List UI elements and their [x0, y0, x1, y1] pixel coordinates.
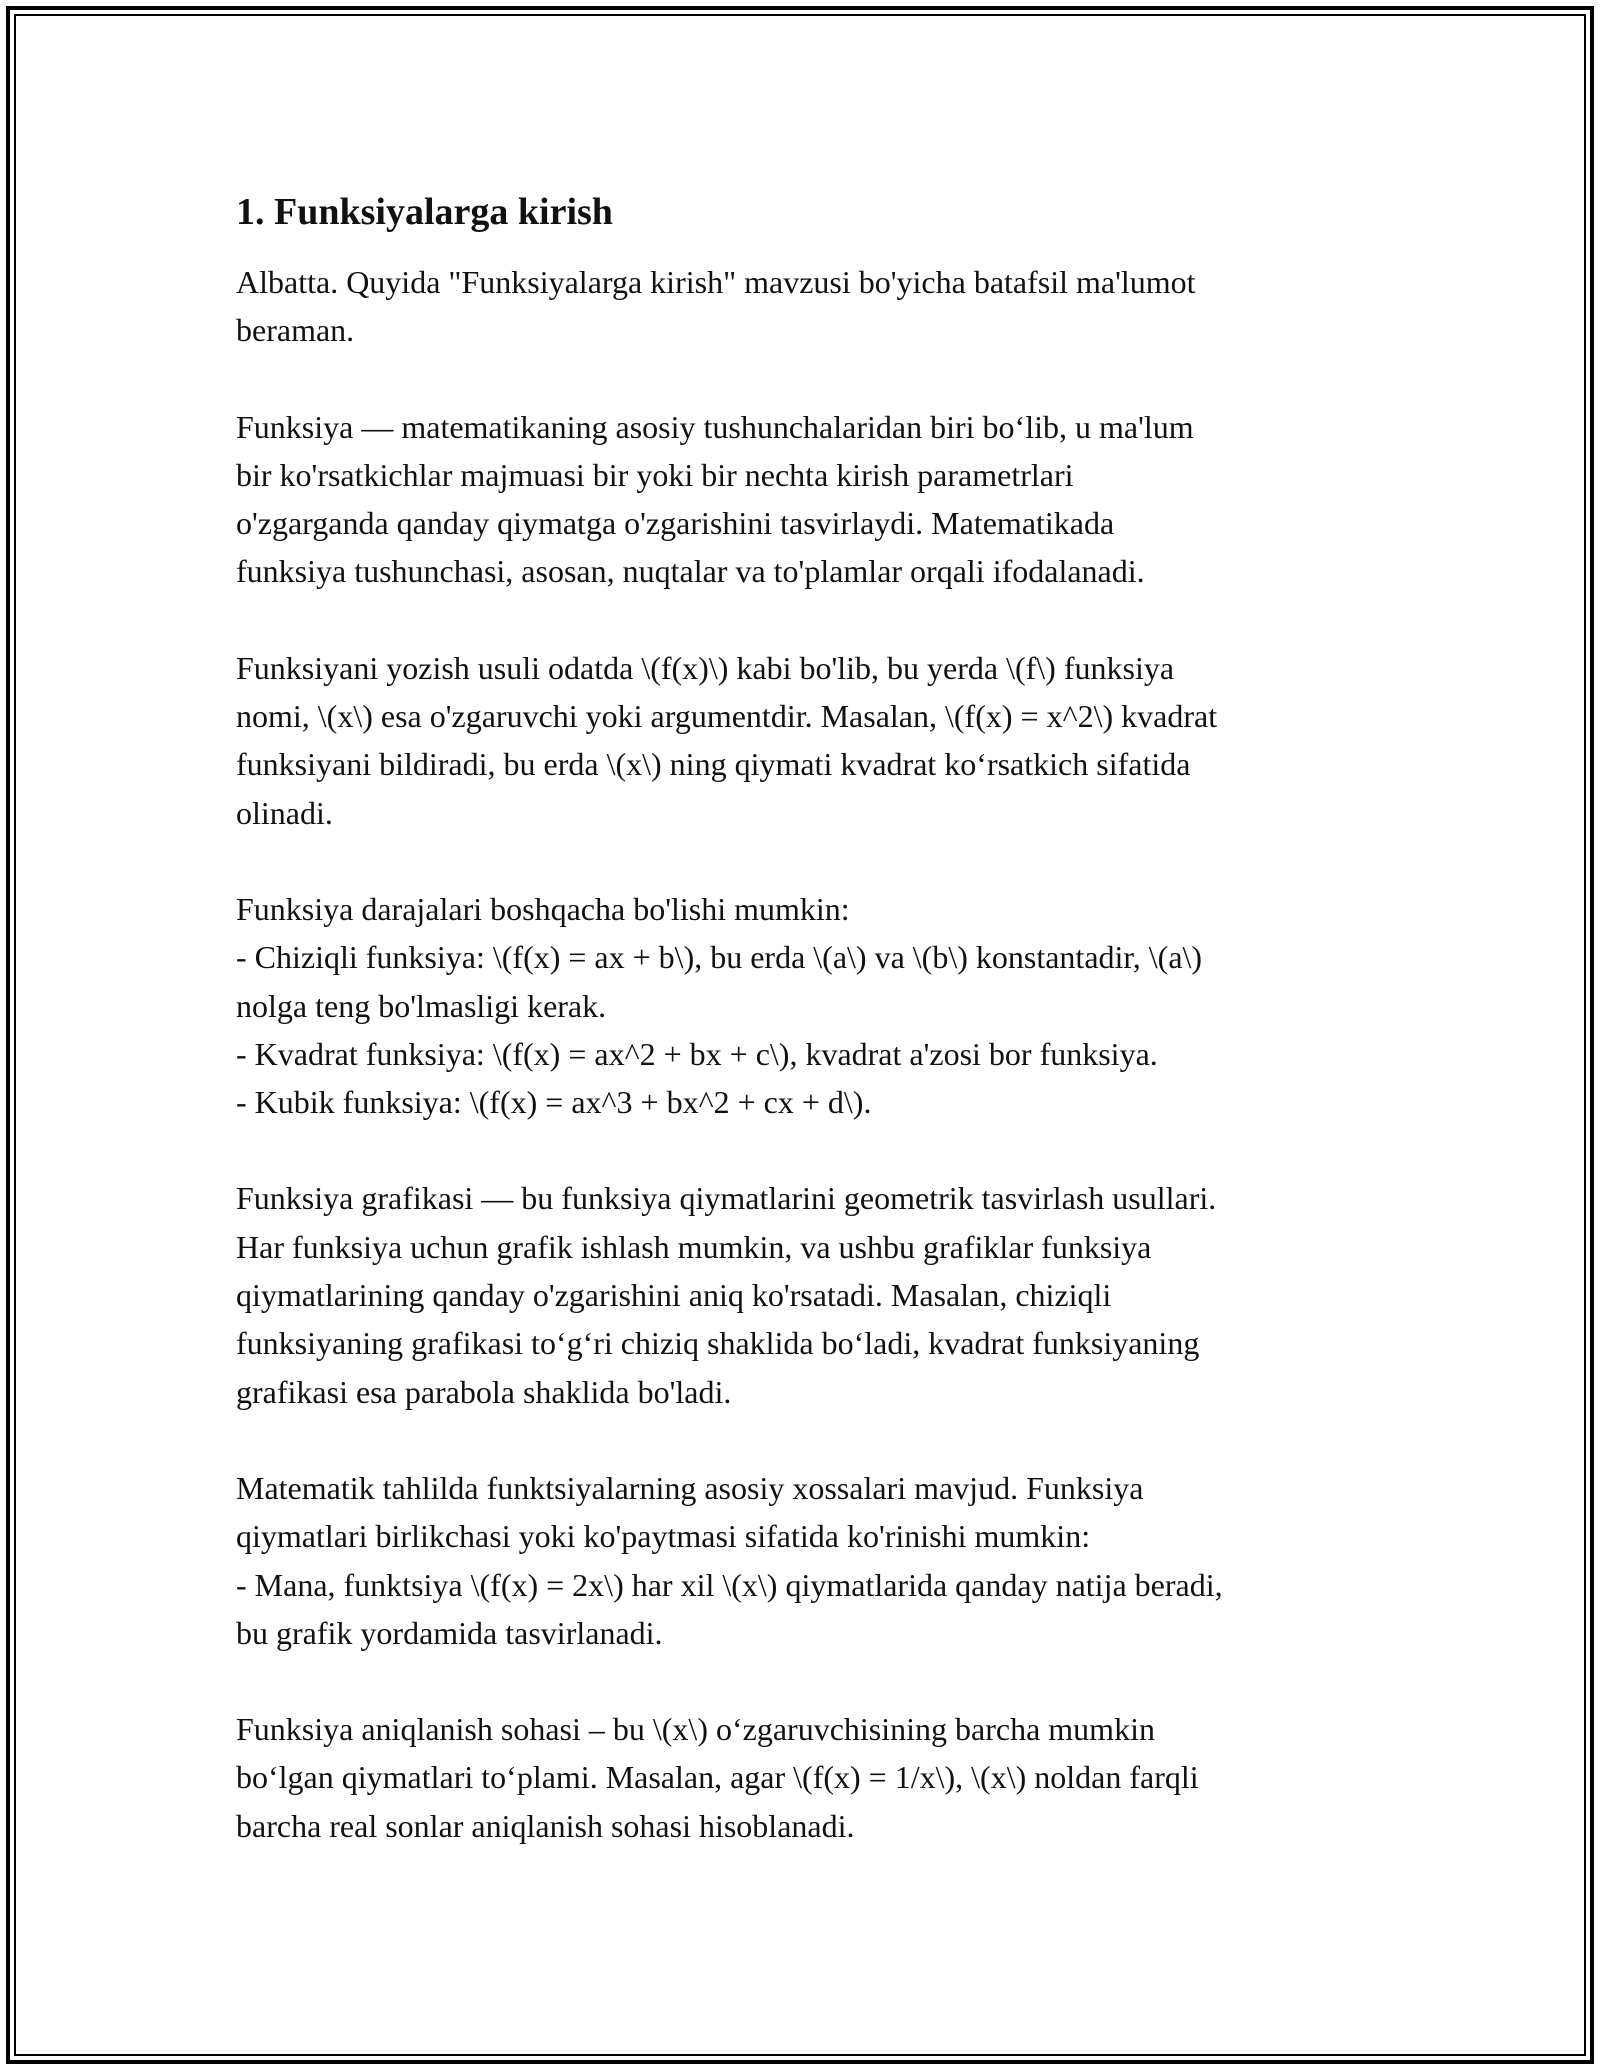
paragraph-graph: [236, 1174, 1376, 1415]
paragraph-intro: [236, 258, 1376, 355]
text-line: bo‘lgan qiymatlari to‘plami. Masalan, agar \(f(x) = 1/x\), \(x\) noldan farqli: [236, 1759, 1199, 1796]
text-line: Funksiya grafikasi — bu funksiya qiymatlarini geometrik tasvirlash usullari.: [236, 1180, 1217, 1217]
text-line: qiymatlarining qanday o'zgarishini aniq ko'rsatadi. Masalan, chiziqli: [236, 1277, 1112, 1314]
text-line: o'zgarganda qanday qiymatga o'zgarishini tasvirlaydi. Matematikada: [236, 505, 1115, 542]
text-line: bir ko'rsatkichlar majmuasi bir yoki bir nechta kirish parametrlari: [236, 456, 1074, 493]
text-line: Funksiya darajalari boshqacha bo'lishi mumkin:: [236, 890, 850, 927]
paragraph-degrees: [236, 885, 1376, 1126]
text-line: funksiyaning grafikasi to‘g‘ri chiziq shaklida bo‘ladi, kvadrat funksiyaning: [236, 1325, 1200, 1362]
list-item: - Kubik funksiya: \(f(x) = ax^3 + bx^2 + cx + d\).: [236, 1084, 872, 1121]
text-line: qiymatlari birlikchasi yoki ko'paytmasi sifatida ko'rinishi mumkin:: [236, 1518, 1091, 1555]
text-line: nomi, \(x\) esa o'zgaruvchi yoki argumentdir. Masalan, \(f(x) = x^2\) kvadrat: [236, 698, 1218, 735]
text-line: Albatta. Quyida "Funksiyalarga kirish" mavzusi bo'yicha batafsil ma'lumot: [236, 264, 1196, 300]
list-item: - Chiziqli funksiya: \(f(x) = ax + b\), bu erda \(a\) va \(b\) konstantadir, \(a\): [236, 939, 1203, 976]
paragraph-properties: [236, 1464, 1376, 1657]
text-line: funksiyani bildiradi, bu erda \(x\) ning qiymati kvadrat ko‘rsatkich sifatida: [236, 746, 1191, 783]
text-line: barcha real sonlar aniqlanish sohasi hisoblanadi.: [236, 1807, 855, 1844]
text-line: Funksiya — matematikaning asosiy tushunchalaridan biri bo‘lib, u ma'lum: [236, 408, 1194, 445]
text-line: nolga teng bo'lmasligi kerak.: [236, 987, 607, 1024]
text-line: Har funksiya uchun grafik ishlash mumkin, va ushbu grafiklar funksiya: [236, 1228, 1152, 1265]
text-line: Matematik tahlilda funktsiyalarning asosiy xossalari mavjud. Funksiya: [236, 1469, 1144, 1506]
paragraph-domain: [236, 1705, 1376, 1850]
text-line: grafikasi esa parabola shaklida bo'ladi.: [236, 1373, 732, 1410]
paragraph-definition: [236, 403, 1376, 596]
text-line: olinadi.: [236, 794, 333, 831]
text-line: funksiya tushunchasi, asosan, nuqtalar va to'plamlar orqali ifodalanadi.: [236, 553, 1145, 590]
text-line: bu grafik yordamida tasvirlanadi.: [236, 1614, 663, 1651]
list-item: - Mana, funktsiya \(f(x) = 2x\) har xil \(x\) qiymatlarida qanday natija beradi,: [236, 1566, 1223, 1603]
text-line: beraman.: [236, 312, 355, 349]
document-body: [236, 188, 1376, 1898]
paragraph-notation: [236, 644, 1376, 837]
list-item: - Kvadrat funksiya: \(f(x) = ax^2 + bx + c\), kvadrat a'zosi bor funksiya.: [236, 1035, 1158, 1072]
text-line: Funksiyani yozish usuli odatda \(f(x)\) kabi bo'lib, bu yerda \(f\) funksiya: [236, 649, 1175, 686]
text-line: Funksiya aniqlanish sohasi – bu \(x\) o‘zgaruvchisining barcha mumkin: [236, 1711, 1155, 1748]
document-title: 1. Funksiyalarga kirish: [236, 191, 613, 233]
